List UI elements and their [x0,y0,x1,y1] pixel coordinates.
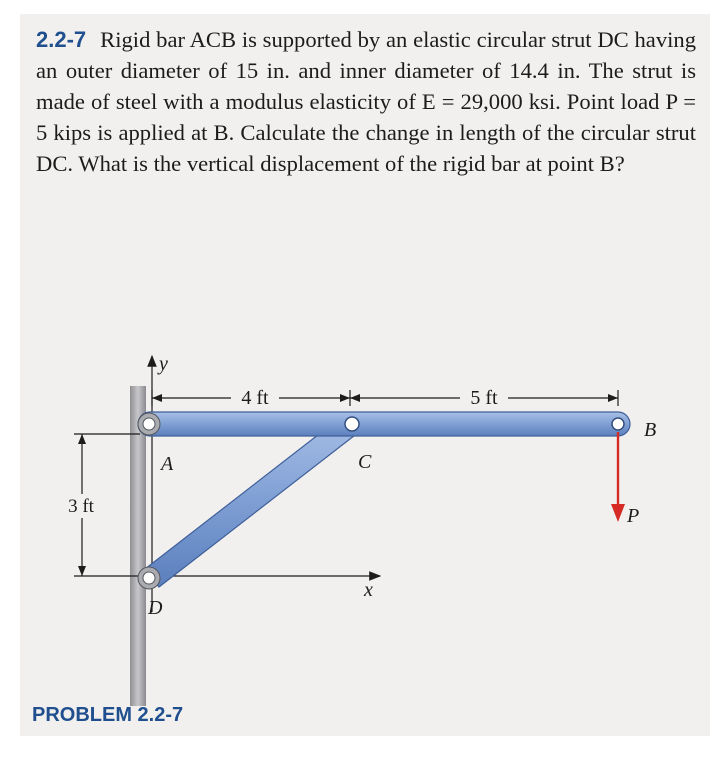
dimension-cb-label: 5 ft [470,387,498,409]
point-c-label: C [358,451,372,473]
point-d-label: D [148,597,163,619]
problem-statement: Rigid bar ACB is supported by an elastic circular strut DC having an outer diameter of 15 in. and inner diameter of 14.4 in. The strut is made of steel with a modulus elasticity of E = 29,000 ksi. Point load P = 5 kips is applied at B. Calculate the change in length of the circular strut DC. What is the vertical displacement of the rigid bar at point B? [36,27,696,176]
point-a-label: A [161,453,174,475]
figure-caption: PROBLEM 2.2-7 [32,704,184,726]
pin-a [138,413,160,435]
dimension-ac-label: 4 ft [241,387,269,409]
y-axis-label: y [159,353,168,375]
strut-dc [145,414,359,587]
pin-b [612,418,624,430]
structure-diagram [20,344,710,736]
dimension-ad-label: 3 ft [68,496,94,517]
textbook-page [20,14,710,736]
problem-text [36,24,696,179]
pin-c [345,417,359,431]
rigid-bar-acb [138,412,630,436]
point-b-label: B [644,419,657,441]
load-p-arrow [611,432,625,522]
pin-d [138,567,160,589]
horizontal-dimension-line [152,390,618,406]
x-axis-label: x [364,579,373,601]
problem-number: 2.2-7 [36,27,87,52]
load-p-label: P [627,505,640,527]
